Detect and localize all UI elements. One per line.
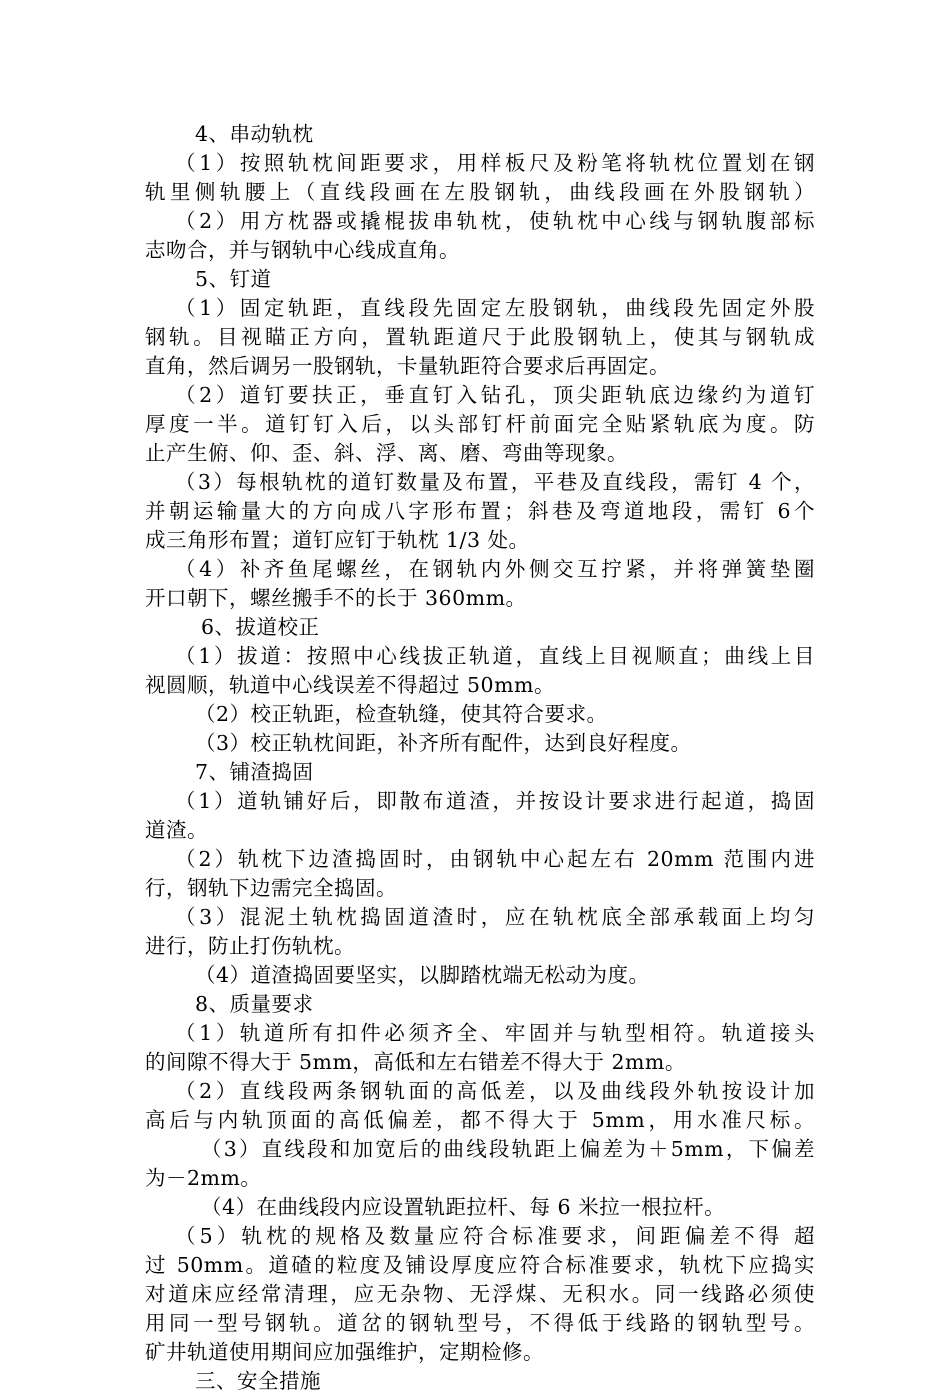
- paragraph-line: 轨里侧轨腰上（直线段画在左股钢轨，曲线段画在外股钢轨）: [145, 180, 815, 204]
- paragraph-line: （4）道渣捣固要坚实，以脚踏枕端无松动为度。: [195, 963, 650, 987]
- paragraph-line: （3）混泥土轨枕捣固道渣时，应在轨枕底全部承载面上均匀: [175, 905, 815, 929]
- paragraph-line: 过 50mm。道碴的粒度及铺设厚度应符合标准要求，轨枕下应捣实: [145, 1253, 815, 1277]
- paragraph-line: 对道床应经常清理，应无杂物、无浮煤、无积水。同一线路必须使: [145, 1282, 815, 1306]
- paragraph-line: （1）固定轨距，直线段先固定左股钢轨，曲线段先固定外股: [175, 296, 815, 320]
- paragraph-line: 并朝运输量大的方向成八字形布置；斜巷及弯道地段，需钉 6个: [145, 499, 815, 523]
- paragraph-line: （3）校正轨枕间距，补齐所有配件，达到良好程度。: [195, 731, 692, 755]
- section-heading-5: 5、钉道: [195, 267, 272, 291]
- paragraph-line: （1）拔道：按照中心线拔正轨道，直线上目视顺直；曲线上目: [175, 644, 815, 668]
- paragraph-line: 直角，然后调另一股钢轨，卡量轨距符合要求后再固定。: [145, 354, 670, 378]
- paragraph-line: 止产生俯、仰、歪、斜、浮、离、磨、弯曲等现象。: [145, 441, 628, 465]
- paragraph-line: （2）直线段两条钢轨面的高低差，以及曲线段外轨按设计加: [175, 1079, 815, 1103]
- section-heading-4: 4、串动轨枕: [195, 122, 314, 146]
- paragraph-line: 的间隙不得大于 5mm，高低和左右错差不得大于 2mm。: [145, 1050, 686, 1074]
- paragraph-line: （1）轨道所有扣件必须齐全、牢固并与轨型相符。轨道接头: [175, 1021, 815, 1045]
- paragraph-line: （3）每根轨枕的道钉数量及布置，平巷及直线段，需钉 4 个，: [175, 470, 815, 494]
- paragraph-line: 进行，防止打伤轨枕。: [145, 934, 355, 958]
- paragraph-line: （2）道钉要扶正，垂直钉入钻孔，顶尖距轨底边缘约为道钉: [175, 383, 815, 407]
- paragraph-line: 行，钢轨下边需完全捣固。: [145, 876, 397, 900]
- paragraph-line: 厚度一半。道钉钉入后，以头部钉杆前面完全贴紧轨底为度。防: [145, 412, 815, 436]
- document-page: [145, 120, 815, 1396]
- paragraph-line: （3）直线段和加宽后的曲线段轨距上偏差为＋5mm，下偏差: [201, 1137, 815, 1161]
- paragraph-line: （4）补齐鱼尾螺丝，在钢轨内外侧交互拧紧，并将弹簧垫圈: [175, 557, 815, 581]
- paragraph-line: （4）在曲线段内应设置轨距拉杆、每 6 米拉一根拉杆。: [201, 1195, 726, 1219]
- paragraph-line: 为－2mm。: [145, 1166, 262, 1190]
- paragraph-line: 成三角形布置；道钉应钉于轨枕 1/3 处。: [145, 528, 530, 552]
- section-heading-8: 8、质量要求: [195, 992, 314, 1016]
- paragraph-line: 钢轨。目视瞄正方向，置轨距道尺于此股钢轨上，使其与钢轨成: [145, 325, 815, 349]
- paragraph-line: （2）轨枕下边渣捣固时，由钢轨中心起左右 20mm 范围内进: [175, 847, 815, 871]
- paragraph-line: （1）按照轨枕间距要求，用样板尺及粉笔将轨枕位置划在钢: [175, 151, 815, 175]
- paragraph-line: 道渣。: [145, 818, 208, 842]
- paragraph-line: 视圆顺，轨道中心线误差不得超过 50mm。: [145, 673, 555, 697]
- paragraph-line: 矿井轨道使用期间应加强维护，定期检修。: [145, 1340, 544, 1364]
- paragraph-line: （1）道轨铺好后，即散布道渣，并按设计要求进行起道，捣固: [175, 789, 815, 813]
- paragraph-line: 志吻合，并与钢轨中心线成直角。: [145, 238, 460, 262]
- paragraph-line: 用同一型号钢轨。道岔的钢轨型号，不得低于线路的钢轨型号。: [145, 1311, 815, 1335]
- paragraph-line: （2）用方枕器或撬棍拔串轨枕，使轨枕中心线与钢轨腹部标: [175, 209, 815, 233]
- section-heading-6: 6、拔道校正: [201, 615, 320, 639]
- paragraph-line: （5）轨枕的规格及数量应符合标准要求，间距偏差不得 超: [175, 1224, 815, 1248]
- section-heading-safety: 三、安全措施: [195, 1369, 321, 1393]
- section-heading-7: 7、铺渣捣固: [195, 760, 314, 784]
- paragraph-line: 开口朝下，螺丝搬手不的长于 360mm。: [145, 586, 527, 610]
- paragraph-line: （2）校正轨距，检查轨缝，使其符合要求。: [195, 702, 608, 726]
- paragraph-line: 高后与内轨顶面的高低偏差，都不得大于 5mm，用水准尺标。: [145, 1108, 815, 1132]
